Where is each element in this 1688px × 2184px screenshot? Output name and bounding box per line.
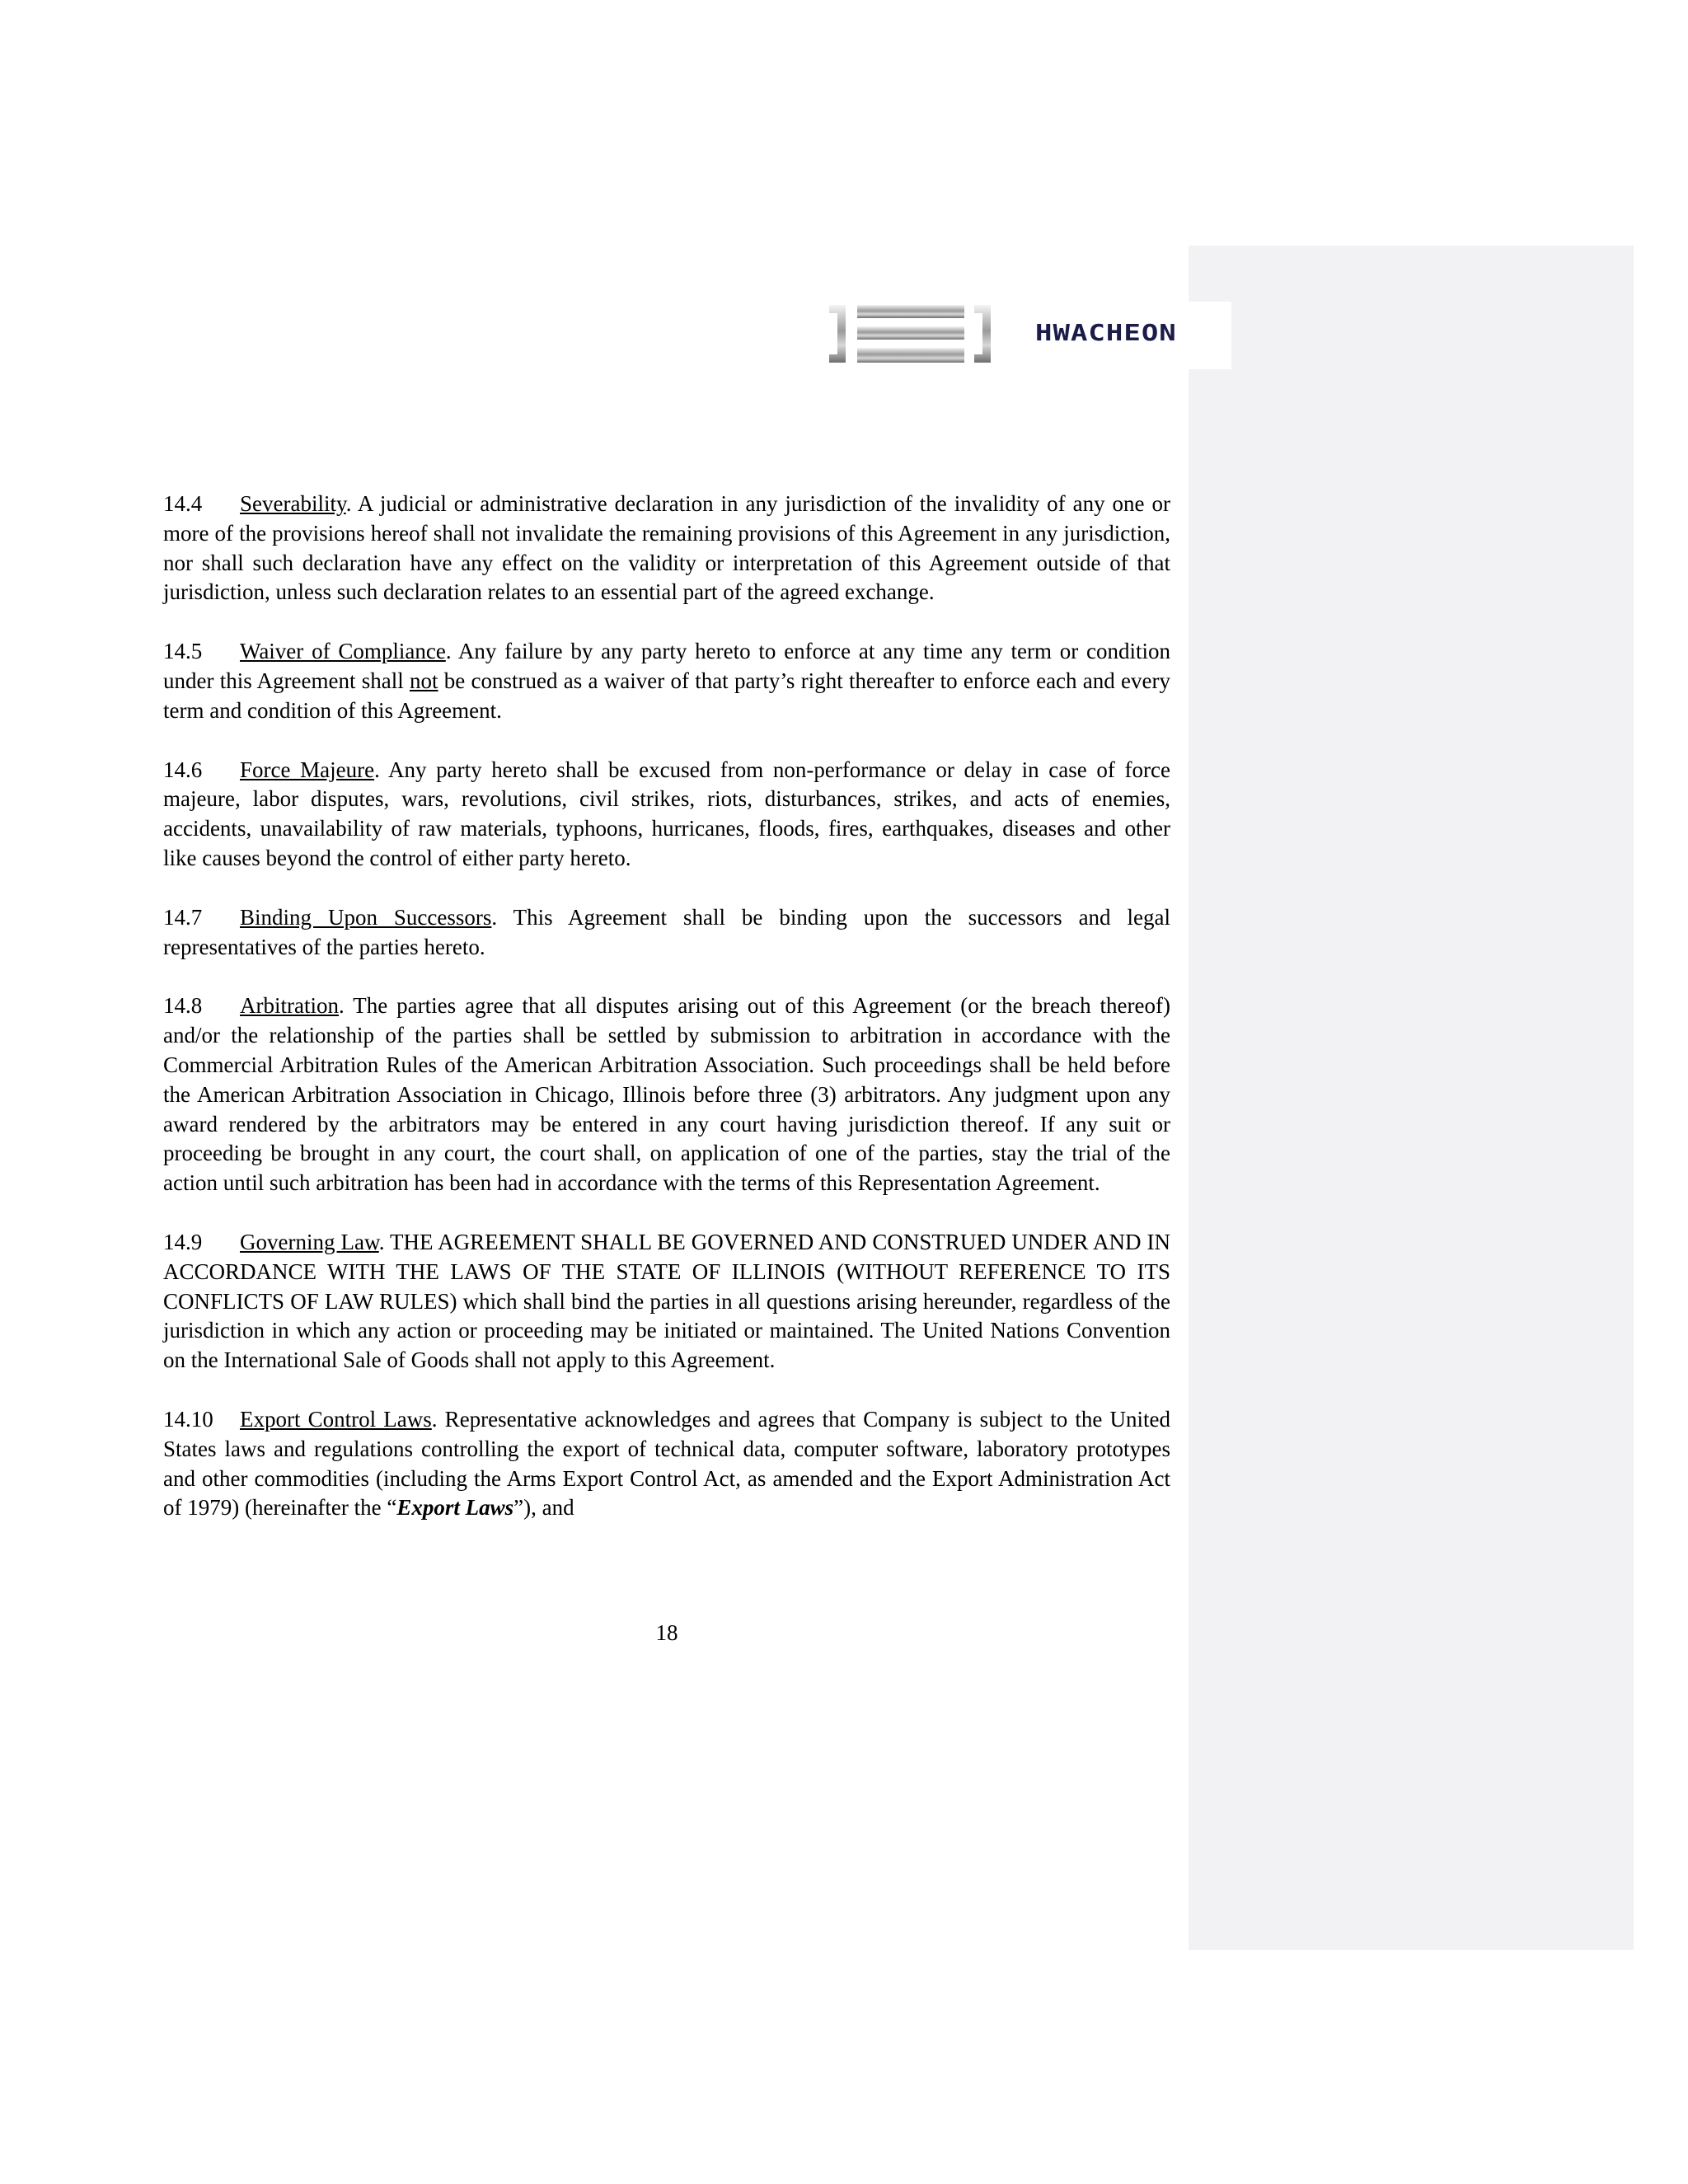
- section-14-9: [163, 1228, 1170, 1376]
- section-heading: Export Control Laws: [240, 1406, 432, 1432]
- section-text: . THE AGREEMENT SHALL BE GOVERNED AND CONSTRUED UNDER AND IN ACCORDANCE WITH THE LAWS OF THE STATE OF ILLINOIS (WITHOUT REFERENCE TO ITS CONFLICTS OF LAW RULES) which shall bind the parties in all questions arising hereunder, regardless of the jurisdiction in which any action or proceeding may be initiated or maintained. The United Nations Convention on the International Sale of Goods shall not apply to this Agreement.: [163, 1229, 1170, 1373]
- section-14-6: [163, 756, 1170, 874]
- section-text: . A judicial or administrative declaration in any jurisdiction of the invalidity of any one or more of the provisions hereof shall not invalidate the remaining provisions of this Agreement in any jurisdiction, nor shall such declaration have any effect on the validity or interpretation of this Agreement outside of that jurisdiction, unless such declaration relates to an essential part of the agreed exchange.: [163, 491, 1170, 605]
- section-number: 14.10: [163, 1406, 213, 1432]
- section-14-7: [163, 903, 1170, 963]
- logo-wordmark: HWACHEON: [1035, 320, 1177, 346]
- section-heading: Waiver of Compliance: [240, 639, 446, 664]
- section-14-4: [163, 490, 1170, 607]
- section-heading: Governing Law: [240, 1229, 379, 1254]
- section-number: 14.8: [163, 993, 203, 1019]
- defined-term: Export Laws: [396, 1495, 514, 1521]
- section-heading: Severability: [240, 491, 346, 516]
- section-14-8: [163, 991, 1170, 1198]
- section-text: . Any party hereto shall be excused from non-performance or delay in case of force majeure, labor disputes, wars, revolutions, civil strikes, riots, disturbances, strikes, and acts of enemies, accidents, unavailability of raw materials, typhoons, hurricanes, floods, fires, earthquakes, diseases and other like causes beyond the control of either party hereto.: [163, 757, 1170, 870]
- section-14-10: [163, 1405, 1170, 1523]
- page-number: 18: [655, 1620, 678, 1645]
- logo-mark-icon: [828, 302, 1034, 369]
- section-14-5: [163, 637, 1170, 725]
- comment-margin-pane: [1189, 246, 1634, 1950]
- section-text: . Representative acknowledges and agrees that Company is subject to the United States laws and regulations controlling the export of technical data, computer software, laboratory prototypes and other commodities (including the Arms Export Control Act, as amended and the Export Administration Act of 1979) (hereinafter the “: [163, 1406, 1170, 1521]
- section-heading: Force Majeure: [240, 757, 375, 782]
- section-text: . This Agreement shall be binding upon the successors and legal representatives of the parties hereto.: [163, 904, 1170, 959]
- section-number: 14.6: [163, 757, 203, 782]
- document-body: [163, 490, 1170, 1553]
- section-text: . Any failure by any party hereto to enforce at any time any term or condition under this Agreement shall: [163, 639, 1170, 693]
- section-number: 14.4: [163, 491, 203, 516]
- section-text: . The parties agree that all disputes arising out of this Agreement (or the breach thereof) and/or the relationship of the parties shall be settled by submission to arbitration in accordance with the Commercial Arbitration Rules of the American Arbitration Association. Such proceedings shall be held before the American Arbitration Association in Chicago, Illinois before three (3) arbitrators. Any judgment upon any award rendered by the arbitrators may be entered in any court having jurisdiction thereof. If any suit or proceeding be brought in any court, the court shall, on application of one of the parties, stay the trial of the action until such arbitration has been had in accordance with the terms of this Representation Agreement.: [163, 993, 1170, 1196]
- section-heading: Binding Upon Successors: [240, 904, 492, 930]
- section-number: 14.7: [163, 904, 203, 930]
- hwacheon-logo: [828, 302, 1231, 369]
- section-number: 14.9: [163, 1229, 203, 1254]
- section-heading: Arbitration: [240, 993, 339, 1019]
- section-text-continued: be construed as a waiver of that party’s right thereafter to enforce each and every term and condition of this Agreement.: [163, 668, 1170, 723]
- section-text-continued: ”), and: [513, 1495, 574, 1521]
- section-number: 14.5: [163, 639, 203, 664]
- section-emphasis: not: [409, 668, 438, 693]
